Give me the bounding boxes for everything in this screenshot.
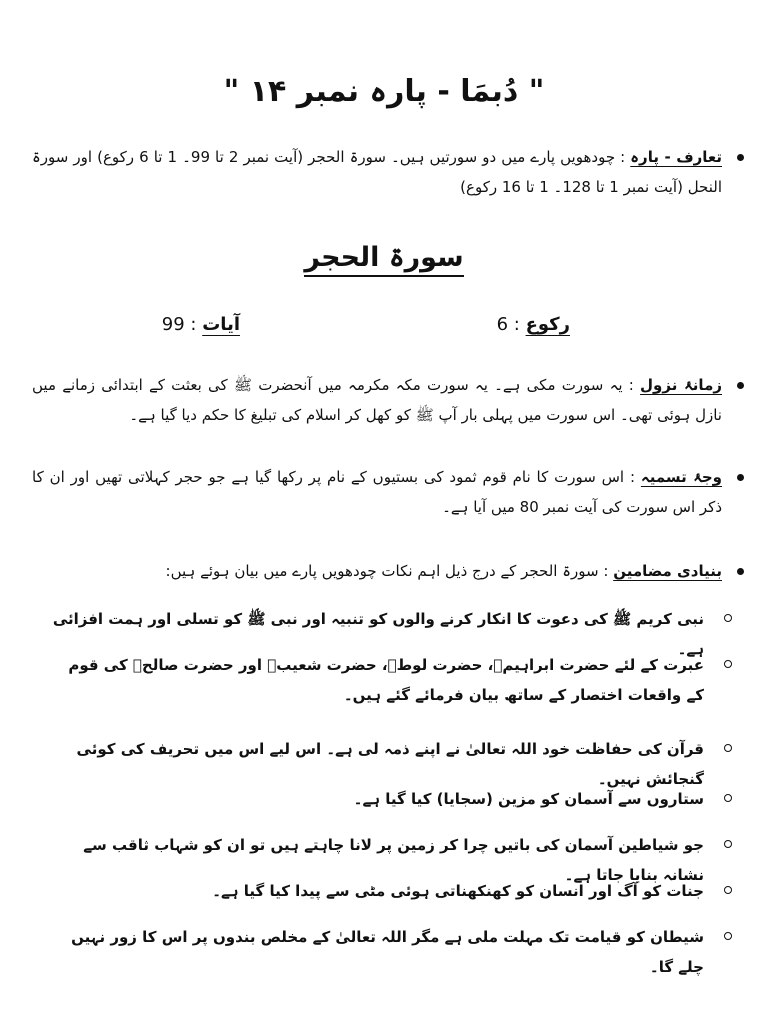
nuzool-text-block	[32, 370, 722, 430]
point-text: نبی کریم ﷺ کی دعوت کا انکار کرنے والوں کو تنبیہ اور نبی ﷺ کو تسلی اور ہمت افزائی ہے۔	[52, 610, 704, 658]
bullet-dot	[737, 382, 744, 389]
page-title: " دُبمَا - پارہ نمبر ۱۴ "	[223, 74, 545, 109]
mazameen-text: : سورۃ الحجر کے درج ذیل اہم نکات چودھویں پارے میں بیان ہوئے ہیں:	[165, 562, 609, 580]
nuzool-label: زمانۂ نزول	[640, 376, 722, 394]
circle-bullet-icon	[724, 886, 732, 894]
list-item	[48, 876, 728, 906]
ruku-label: رکوع	[525, 314, 570, 335]
circle-bullet-icon	[724, 660, 732, 668]
circle-bullet-icon	[724, 794, 732, 802]
bullet-dot	[737, 568, 744, 575]
surah-heading	[0, 238, 768, 278]
bullet-dot	[737, 474, 744, 481]
nuzool-bullet	[32, 370, 740, 430]
intro-text: : چودھویں پارے میں دو سورتیں ہیں۔ سورۃ الحجر (آیت نمبر 2 تا 99۔ 1 تا 6 رکوع) اور سورۃ النحل (آیت نمبر 1 تا 128۔ 1 تا 16 رکوع)	[32, 148, 722, 196]
tasmiya-text: : اس سورت کا نام قوم ثمود کی بستیوں کے نام پر رکھا گیا ہے جو حجر کہلاتی تھیں اور ان کا ذکر اس سورت کی آیت نمبر 80 میں آیا ہے۔	[32, 468, 722, 516]
point-text: ستاروں سے آسمان کو مزین (سجایا) کیا گیا ہے۔	[353, 790, 704, 808]
tasmiya-text-block	[32, 462, 722, 522]
ruku-value: : 6	[496, 314, 520, 335]
ruku-info	[497, 310, 570, 340]
intro-text-block	[32, 142, 722, 202]
mazameen-label: بنیادی مضامین	[613, 562, 722, 580]
nuzool-text: : یہ سورت مکی ہے۔ یہ سورت مکہ مکرمہ میں آنحضرت ﷺ کی بعثت کے ابتدائی زمانے میں نازل ہوئی تھی۔ اس سورت میں پہلی بار آپ ﷺ کو کھل کر اسلام کی تبلیغ کا حکم دیا گیا ہے۔	[32, 376, 722, 424]
intro-label: تعارف - پارہ	[630, 148, 722, 166]
point-text: جو شیاطین آسمان کی باتیں چرا کر زمین پر لانا چاہتے ہیں تو ان کو شہاب ثاقب سے نشانہ بنایا جاتا ہے۔	[83, 836, 704, 884]
point-text: شیطان کو قیامت تک مہلت ملی ہے مگر اللہ تعالیٰ کے مخلص بندوں پر اس کا زور نہیں چلے گا۔	[71, 928, 704, 976]
circle-bullet-icon	[724, 932, 732, 940]
circle-bullet-icon	[724, 744, 732, 752]
bullet-dot	[737, 154, 744, 161]
ayat-value: : 99	[161, 314, 197, 335]
list-item	[48, 784, 728, 814]
list-item	[48, 922, 728, 982]
mazameen-text-block	[32, 556, 722, 586]
surah-heading-text: سورۃ الحجر	[304, 242, 463, 277]
mazameen-bullet	[32, 556, 740, 586]
circle-bullet-icon	[724, 840, 732, 848]
point-text: قرآن کی حفاظت خود اللہ تعالیٰ نے اپنے ذمہ لی ہے۔ اس لیے اس میں تحریف کی کوئی گنجائش نہیں۔	[76, 740, 704, 788]
list-item	[48, 650, 728, 710]
intro-bullet	[32, 142, 740, 202]
point-text: عبرت کے لئے حضرت ابراہیمؑ، حضرت لوطؑ، حضرت شعیبؑ اور حضرت صالحؑ کی قوم کے واقعات اختصار کے ساتھ بیان فرمائے گئے ہیں۔	[68, 656, 704, 704]
tasmiya-label: وجۂ تسمیہ	[640, 468, 723, 486]
ayat-info	[162, 310, 240, 340]
tasmiya-bullet	[32, 462, 740, 522]
circle-bullet-icon	[724, 614, 732, 622]
point-text: جنات کو آگ اور انسان کو کھنکھناتی ہوئی مٹی سے پیدا کیا گیا ہے۔	[212, 882, 704, 900]
ayat-label: آیات	[202, 314, 240, 335]
